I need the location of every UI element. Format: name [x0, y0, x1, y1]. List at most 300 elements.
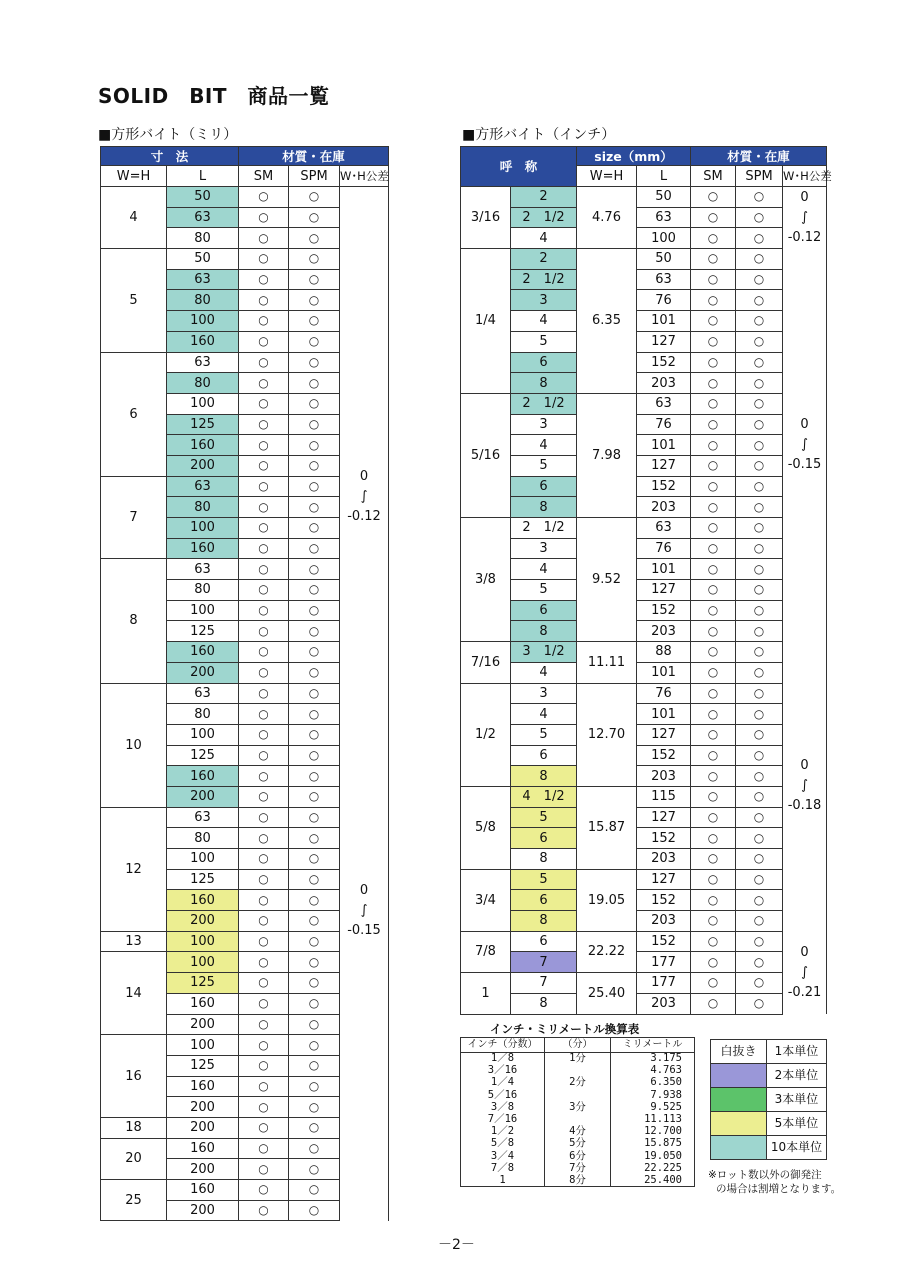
conversion-cell: 7／8 [461, 1162, 545, 1174]
metric-length-cell: 63 [167, 683, 239, 704]
inch-sm-stock-mark: ○ [691, 973, 736, 994]
metric-length-cell: 200 [167, 786, 239, 807]
metric-spm-stock-mark: ○ [289, 1200, 340, 1221]
inch-mm-size-cell: 6.35 [577, 249, 637, 394]
inch-sm-stock-mark: ○ [691, 331, 736, 352]
table-row [101, 187, 389, 208]
inch-square-bit-table [460, 146, 832, 1015]
table-row [461, 1077, 695, 1089]
table-row [461, 662, 827, 683]
inch-sm-stock-mark: ○ [691, 890, 736, 911]
metric-spm-stock-mark: ○ [289, 993, 340, 1014]
inch-spm-stock-mark: ○ [736, 745, 783, 766]
metric-sm-stock-mark: ○ [239, 393, 289, 414]
metric-sm-stock-mark: ○ [239, 807, 289, 828]
metric-spm-stock-mark: ○ [289, 269, 340, 290]
conversion-cell: 4分 [545, 1126, 611, 1138]
table-row [101, 249, 389, 270]
inch-sm-stock-mark: ○ [691, 807, 736, 828]
metric-length-cell: 63 [167, 269, 239, 290]
inch-tolerance-cell [783, 187, 827, 249]
inch-fraction-cell: 6 [511, 890, 577, 911]
inch-tolerance-line: -0.12 [787, 229, 822, 245]
metric-tolerance-line: 0 [359, 882, 369, 898]
metric-spm-stock-mark: ○ [289, 497, 340, 518]
inch-spm-stock-mark: ○ [736, 890, 783, 911]
metric-length-cell: 160 [167, 538, 239, 559]
inch-sm-stock-mark: ○ [691, 290, 736, 311]
metric-sm-stock-mark: ○ [239, 931, 289, 952]
page-number: －2－ [438, 1237, 475, 1253]
metric-spm-stock-mark: ○ [289, 1014, 340, 1035]
inch-sm-stock-mark: ○ [691, 228, 736, 249]
metric-spm-stock-mark: ○ [289, 849, 340, 870]
metric-sm-stock-mark: ○ [239, 228, 289, 249]
metric-length-cell: 160 [167, 993, 239, 1014]
inch-length-cell: 101 [637, 662, 691, 683]
metric-tolerance-cell [340, 187, 389, 249]
conversion-cell: 7／16 [461, 1113, 545, 1125]
inch-spm-stock-mark: ○ [736, 952, 783, 973]
table-row [461, 766, 827, 787]
metric-length-cell: 125 [167, 973, 239, 994]
inch-sm-stock-mark: ○ [691, 497, 736, 518]
legend-row [711, 1088, 827, 1112]
inch-fraction-cell: 5 [511, 807, 577, 828]
metric-spm-stock-mark: ○ [289, 393, 340, 414]
inch-fraction-cell: 6 [511, 476, 577, 497]
inch-length-cell: 63 [637, 269, 691, 290]
metric-length-cell: 80 [167, 373, 239, 394]
metric-spm-stock-mark: ○ [289, 662, 340, 683]
inch-fraction-cell: 3 [511, 683, 577, 704]
inch-fraction-cell: 3 [511, 538, 577, 559]
table-row [461, 1101, 695, 1113]
inch-length-cell: 76 [637, 538, 691, 559]
legend-swatch [711, 1088, 767, 1112]
inch-header-l: L [637, 166, 691, 187]
inch-header-sm: SM [691, 166, 736, 187]
metric-sm-stock-mark: ○ [239, 1055, 289, 1076]
inch-length-cell: 76 [637, 290, 691, 311]
inch-spm-stock-mark: ○ [736, 911, 783, 932]
conversion-cell: 15.875 [611, 1138, 695, 1150]
metric-length-cell: 125 [167, 1055, 239, 1076]
inch-nominal-cell: 1/4 [461, 249, 511, 394]
table-row [461, 828, 827, 849]
metric-tolerance-line: -0.15 [347, 922, 381, 938]
inch-sm-stock-mark: ○ [691, 993, 736, 1014]
metric-length-cell: 80 [167, 704, 239, 725]
conversion-table-title: インチ・ミリメートル換算表 [490, 1022, 640, 1036]
inch-spm-stock-mark: ○ [736, 621, 783, 642]
table-row [461, 352, 827, 373]
inch-nominal-cell: 5/16 [461, 393, 511, 517]
inch-sm-stock-mark: ○ [691, 414, 736, 435]
metric-sm-stock-mark: ○ [239, 621, 289, 642]
metric-length-cell: 50 [167, 187, 239, 208]
metric-spm-stock-mark: ○ [289, 538, 340, 559]
metric-length-cell: 125 [167, 621, 239, 642]
metric-length-cell: 100 [167, 600, 239, 621]
metric-length-cell: 100 [167, 1035, 239, 1056]
inch-length-cell: 127 [637, 869, 691, 890]
inch-spm-stock-mark: ○ [736, 931, 783, 952]
inch-tolerance-line: ∫ [801, 209, 808, 225]
inch-spm-stock-mark: ○ [736, 290, 783, 311]
inch-length-cell: 127 [637, 807, 691, 828]
metric-sm-stock-mark: ○ [239, 1159, 289, 1180]
inch-length-cell: 203 [637, 766, 691, 787]
metric-length-cell: 63 [167, 807, 239, 828]
inch-tolerance-cell [783, 931, 827, 1014]
metric-sm-stock-mark: ○ [239, 1117, 289, 1138]
inch-sm-stock-mark: ○ [691, 745, 736, 766]
inch-length-cell: 127 [637, 724, 691, 745]
metric-spm-stock-mark: ○ [289, 828, 340, 849]
metric-wh-cell: 14 [101, 952, 167, 1035]
inch-fraction-cell: 5 [511, 331, 577, 352]
metric-spm-stock-mark: ○ [289, 973, 340, 994]
inch-sm-stock-mark: ○ [691, 621, 736, 642]
table-row [461, 849, 827, 870]
inch-tolerance-line: ∫ [801, 778, 808, 794]
inch-fraction-cell: 8 [511, 621, 577, 642]
metric-spm-stock-mark: ○ [289, 331, 340, 352]
inch-fraction-cell: 8 [511, 993, 577, 1014]
inch-sm-stock-mark: ○ [691, 724, 736, 745]
inch-header-nominal: 呼 称 [461, 147, 577, 187]
table-row [461, 1113, 695, 1125]
metric-length-cell: 160 [167, 435, 239, 456]
metric-wh-cell: 4 [101, 187, 167, 249]
metric-spm-stock-mark: ○ [289, 455, 340, 476]
page-title: SOLID BIT 商品一覧 [98, 84, 330, 108]
legend-swatch: 白抜き [711, 1040, 767, 1064]
metric-sm-stock-mark: ○ [239, 455, 289, 476]
conversion-cell: 5分 [545, 1138, 611, 1150]
metric-spm-stock-mark: ○ [289, 311, 340, 332]
table-row [461, 249, 827, 270]
metric-spm-stock-mark: ○ [289, 683, 340, 704]
metric-sm-stock-mark: ○ [239, 869, 289, 890]
metric-length-cell: 200 [167, 1117, 239, 1138]
inch-spm-stock-mark: ○ [736, 807, 783, 828]
conversion-cell: 6分 [545, 1150, 611, 1162]
inch-spm-stock-mark: ○ [736, 704, 783, 725]
metric-sm-stock-mark: ○ [239, 414, 289, 435]
inch-tolerance-line: -0.21 [787, 984, 822, 1000]
inch-mm-size-cell: 11.11 [577, 642, 637, 683]
inch-fraction-cell: 6 [511, 600, 577, 621]
inch-fraction-cell: 3 [511, 414, 577, 435]
legend-row [711, 1136, 827, 1160]
inch-spm-stock-mark: ○ [736, 269, 783, 290]
inch-length-cell: 177 [637, 973, 691, 994]
metric-sm-stock-mark: ○ [239, 249, 289, 270]
table-row [461, 973, 827, 994]
legend-row [711, 1064, 827, 1088]
inch-sm-stock-mark: ○ [691, 373, 736, 394]
table-row [461, 1138, 695, 1150]
inch-fraction-cell: 2 1/2 [511, 269, 577, 290]
metric-length-cell: 100 [167, 311, 239, 332]
metric-sm-stock-mark: ○ [239, 1076, 289, 1097]
metric-length-cell: 80 [167, 828, 239, 849]
metric-sm-stock-mark: ○ [239, 1097, 289, 1118]
conversion-cell: 1／2 [461, 1126, 545, 1138]
conversion-header-cell: ミリメートル [611, 1038, 695, 1053]
inch-length-cell: 127 [637, 331, 691, 352]
inch-fraction-cell: 5 [511, 455, 577, 476]
conversion-header-cell: インチ（分数） [461, 1038, 545, 1053]
metric-sm-stock-mark: ○ [239, 1200, 289, 1221]
inch-length-cell: 127 [637, 580, 691, 601]
inch-spm-stock-mark: ○ [736, 414, 783, 435]
conversion-cell: 6.350 [611, 1077, 695, 1089]
metric-sm-stock-mark: ○ [239, 476, 289, 497]
metric-spm-stock-mark: ○ [289, 352, 340, 373]
conversion-cell: 3／4 [461, 1150, 545, 1162]
metric-wh-cell: 12 [101, 807, 167, 931]
conversion-cell: 5／8 [461, 1138, 545, 1150]
table-row [461, 1174, 695, 1186]
inch-length-cell: 177 [637, 952, 691, 973]
metric-length-cell: 160 [167, 1138, 239, 1159]
inch-spm-stock-mark: ○ [736, 600, 783, 621]
legend-label: 1本単位 [767, 1040, 827, 1064]
metric-spm-stock-mark: ○ [289, 580, 340, 601]
conversion-cell: 9.525 [611, 1101, 695, 1113]
inch-nominal-cell: 1/2 [461, 683, 511, 786]
inch-length-cell: 152 [637, 890, 691, 911]
inch-length-cell: 101 [637, 311, 691, 332]
metric-sm-stock-mark: ○ [239, 952, 289, 973]
metric-spm-stock-mark: ○ [289, 518, 340, 539]
inch-sm-stock-mark: ○ [691, 828, 736, 849]
inch-sm-stock-mark: ○ [691, 269, 736, 290]
metric-spm-stock-mark: ○ [289, 642, 340, 663]
table-row [461, 1089, 695, 1101]
inch-nominal-cell: 3/8 [461, 518, 511, 642]
metric-length-cell: 200 [167, 1200, 239, 1221]
metric-wh-cell: 8 [101, 559, 167, 683]
inch-nominal-cell: 5/8 [461, 786, 511, 869]
conversion-header-row [461, 1038, 695, 1053]
metric-sm-stock-mark: ○ [239, 1180, 289, 1201]
metric-wh-cell: 7 [101, 476, 167, 559]
metric-sm-stock-mark: ○ [239, 435, 289, 456]
metric-spm-stock-mark: ○ [289, 911, 340, 932]
inch-fraction-cell: 4 [511, 662, 577, 683]
inch-fraction-cell: 3 1/2 [511, 642, 577, 663]
metric-length-cell: 200 [167, 1159, 239, 1180]
inch-fraction-cell: 5 [511, 869, 577, 890]
metric-sm-stock-mark: ○ [239, 745, 289, 766]
conversion-cell: 3分 [545, 1101, 611, 1113]
metric-length-cell: 160 [167, 1180, 239, 1201]
conversion-cell: 12.700 [611, 1126, 695, 1138]
metric-spm-stock-mark: ○ [289, 476, 340, 497]
metric-length-cell: 63 [167, 476, 239, 497]
table-row [461, 580, 827, 601]
inch-spm-stock-mark: ○ [736, 207, 783, 228]
inch-spm-stock-mark: ○ [736, 331, 783, 352]
conversion-cell: 19.050 [611, 1150, 695, 1162]
metric-wh-cell: 10 [101, 683, 167, 807]
inch-mm-size-cell: 4.76 [577, 187, 637, 249]
metric-spm-stock-mark: ○ [289, 1097, 340, 1118]
metric-tolerance-cell [340, 1076, 389, 1221]
inch-length-cell: 50 [637, 249, 691, 270]
table-row [461, 786, 827, 807]
table-row [461, 1053, 695, 1065]
inch-length-cell: 63 [637, 518, 691, 539]
metric-sm-stock-mark: ○ [239, 704, 289, 725]
inch-spm-stock-mark: ○ [736, 373, 783, 394]
metric-spm-stock-mark: ○ [289, 1055, 340, 1076]
inch-sm-stock-mark: ○ [691, 849, 736, 870]
inch-mm-size-cell: 25.40 [577, 973, 637, 1014]
inch-fraction-cell: 4 [511, 435, 577, 456]
inch-fraction-cell: 6 [511, 828, 577, 849]
inch-length-cell: 152 [637, 476, 691, 497]
inch-length-cell: 50 [637, 187, 691, 208]
conversion-cell: 22.225 [611, 1162, 695, 1174]
metric-sm-stock-mark: ○ [239, 973, 289, 994]
metric-wh-cell: 18 [101, 1117, 167, 1138]
inch-spm-stock-mark: ○ [736, 559, 783, 580]
inch-nominal-cell: 1 [461, 973, 511, 1014]
table-row [461, 993, 827, 1014]
conversion-cell: 4.763 [611, 1065, 695, 1077]
metric-spm-stock-mark: ○ [289, 290, 340, 311]
metric-wh-cell: 6 [101, 352, 167, 476]
metric-spm-stock-mark: ○ [289, 890, 340, 911]
metric-spm-stock-mark: ○ [289, 600, 340, 621]
metric-length-cell: 100 [167, 931, 239, 952]
inch-tolerance-line: 0 [800, 189, 809, 205]
inch-nominal-cell: 3/4 [461, 869, 511, 931]
inch-sm-stock-mark: ○ [691, 518, 736, 539]
inch-spm-stock-mark: ○ [736, 849, 783, 870]
metric-tolerance-line: -0.12 [347, 508, 381, 524]
metric-spm-stock-mark: ○ [289, 1035, 340, 1056]
table-row [461, 497, 827, 518]
conversion-cell: 3.175 [611, 1053, 695, 1065]
metric-sm-stock-mark: ○ [239, 890, 289, 911]
metric-sm-stock-mark: ○ [239, 993, 289, 1014]
inch-spm-stock-mark: ○ [736, 249, 783, 270]
inch-mm-size-cell: 22.22 [577, 931, 637, 972]
inch-length-cell: 152 [637, 745, 691, 766]
table-row [461, 207, 827, 228]
legend-label: 3本単位 [767, 1088, 827, 1112]
metric-header-sm: SM [239, 166, 289, 187]
metric-sm-stock-mark: ○ [239, 1014, 289, 1035]
metric-wh-cell: 20 [101, 1138, 167, 1179]
inch-tolerance-line: -0.18 [787, 798, 822, 814]
inch-spm-stock-mark: ○ [736, 766, 783, 787]
inch-sm-stock-mark: ○ [691, 869, 736, 890]
inch-fraction-cell: 8 [511, 497, 577, 518]
table-row [461, 435, 827, 456]
inch-mm-size-cell: 19.05 [577, 869, 637, 931]
table-row [461, 1126, 695, 1138]
inch-sm-stock-mark: ○ [691, 952, 736, 973]
metric-length-cell: 100 [167, 952, 239, 973]
inch-fraction-cell: 8 [511, 911, 577, 932]
inch-fraction-cell: 2 1/2 [511, 518, 577, 539]
inch-fraction-cell: 8 [511, 766, 577, 787]
metric-length-cell: 50 [167, 249, 239, 270]
lot-note-line-1: ※ロット数以外の御発注 [708, 1169, 822, 1181]
metric-length-cell: 125 [167, 414, 239, 435]
metric-spm-stock-mark: ○ [289, 559, 340, 580]
metric-sm-stock-mark: ○ [239, 373, 289, 394]
inch-spm-stock-mark: ○ [736, 683, 783, 704]
inch-header-size: size（mm） [577, 147, 691, 166]
inch-fraction-cell: 5 [511, 580, 577, 601]
metric-spm-stock-mark: ○ [289, 1159, 340, 1180]
inch-mm-size-cell: 15.87 [577, 786, 637, 869]
metric-spm-stock-mark: ○ [289, 786, 340, 807]
conversion-cell [545, 1089, 611, 1101]
inch-tolerance-line: -0.15 [787, 457, 822, 473]
table-row [461, 931, 827, 952]
metric-length-cell: 160 [167, 766, 239, 787]
inch-sm-stock-mark: ○ [691, 311, 736, 332]
metric-spm-stock-mark: ○ [289, 414, 340, 435]
inch-spm-stock-mark: ○ [736, 393, 783, 414]
conversion-cell: 3／8 [461, 1101, 545, 1113]
table-row [461, 455, 827, 476]
metric-spm-stock-mark: ○ [289, 187, 340, 208]
metric-sm-stock-mark: ○ [239, 187, 289, 208]
metric-sm-stock-mark: ○ [239, 683, 289, 704]
conversion-cell [545, 1113, 611, 1125]
metric-sm-stock-mark: ○ [239, 331, 289, 352]
inch-sm-stock-mark: ○ [691, 766, 736, 787]
metric-length-cell: 63 [167, 559, 239, 580]
metric-sm-stock-mark: ○ [239, 538, 289, 559]
conversion-cell: 7分 [545, 1162, 611, 1174]
metric-length-cell: 200 [167, 1014, 239, 1035]
inch-spm-stock-mark: ○ [736, 724, 783, 745]
metric-sm-stock-mark: ○ [239, 1138, 289, 1159]
inch-mm-size-cell: 9.52 [577, 518, 637, 642]
inch-fraction-cell: 3 [511, 290, 577, 311]
table-row [461, 683, 827, 704]
inch-length-cell: 152 [637, 828, 691, 849]
inch-length-cell: 203 [637, 911, 691, 932]
inch-spm-stock-mark: ○ [736, 662, 783, 683]
metric-spm-stock-mark: ○ [289, 704, 340, 725]
metric-spm-stock-mark: ○ [289, 952, 340, 973]
inch-length-cell: 115 [637, 786, 691, 807]
inch-fraction-cell: 4 [511, 704, 577, 725]
inch-nominal-cell: 3/16 [461, 187, 511, 249]
inch-mm-size-cell: 12.70 [577, 683, 637, 786]
metric-spm-stock-mark: ○ [289, 1180, 340, 1201]
inch-sm-stock-mark: ○ [691, 187, 736, 208]
metric-header-spm: SPM [289, 166, 340, 187]
metric-length-cell: 80 [167, 228, 239, 249]
metric-spm-stock-mark: ○ [289, 869, 340, 890]
table-row [461, 187, 827, 208]
table-row [461, 311, 827, 332]
inch-section-title: ■方形バイト（インチ） [462, 127, 616, 143]
